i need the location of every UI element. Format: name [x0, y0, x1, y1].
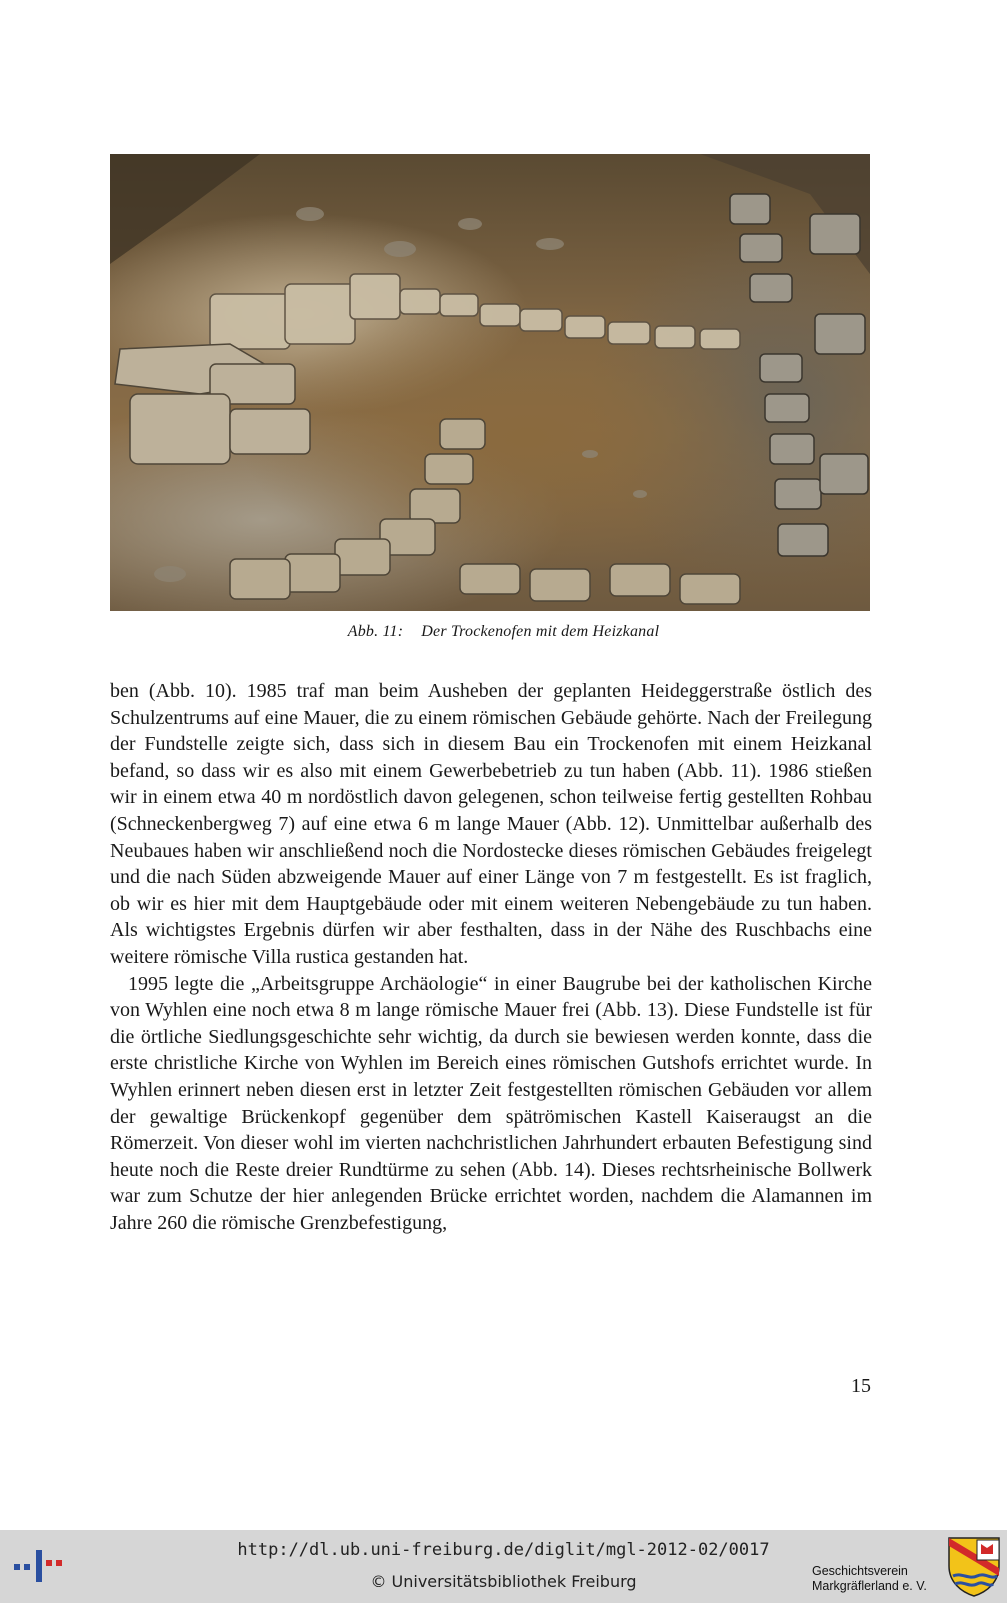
caption-text: Der Trockenofen mit dem Heizkanal: [421, 623, 660, 640]
footer-url[interactable]: http://dl.ub.uni-freiburg.de/diglit/mgl-2012-02/0017: [237, 1540, 770, 1560]
caption-label: Abb. 11:: [347, 623, 404, 640]
paragraph-1: ben (Abb. 10). 1985 traf man beim Ausheben der geplanten Heideggerstraße östlich des Schulzentrums auf eine Mauer, die zu einem römischen Gebäude gehörte. Nach der Freilegung der Fundstelle zeigte sich, dass sich in diesem Bau ein Trockenofen mit einem Heizkanal befand, so dass wir es also mit einem Gewerbebetrieb zu tun haben (Abb. 11). 1986 stießen wir in einem etwa 40 m nordöstlich davon gelegenen, schon teilweise fertig gestellten Rohbau (Schneckenbergweg 7) auf eine etwa 6 m lange Mauer (Abb. 12). Unmittelbar außerhalb des Neubaues haben wir anschließend noch die Nordostecke dieses römischen Gebäudes freigelegt und die nach Süden abzweigende Mauer auf einer Länge von 7 m festgestellt. Es ist fraglich, ob wir es hier mit dem Hauptgebäude oder mit einem weiteren Nebengebäude zu tun haben. Als wichtigstes Ergebnis dürfen wir aber festhalten, dass in der Nähe des Ruschbachs eine weitere römische Villa rustica gestanden hat.: [110, 680, 872, 968]
org-line-2: Markgräflerland e. V.: [812, 1579, 927, 1593]
page-number: 15: [851, 1375, 871, 1397]
paragraph-2: 1995 legte die „Arbeitsgruppe Archäologie“ in einer Baugrube bei der katholischen Kirche von Wyhlen eine noch etwa 8 m lange römische Mauer frei (Abb. 13). Diese Fundstelle ist für die örtliche Siedlungsgeschichte sehr wichtig, da durch sie bewiesen werden konnte, dass die erste christliche Kirche von Wyhlen im Bereich eines römischen Gutshofs errichtet wurde. In Wyhlen erinnert neben diesen erst in letzter Zeit festgestellten römischen Gebäuden vor allem der gewaltige Brückenkopf gegenüber dem spätrömischen Kastell Kaiseraugst an die Römerzeit. Von dieser wohl im vierten nachchristlichen Jahrhundert erbauten Befestigung sind heute noch die Reste dreier Rundtürme zu sehen (Abb. 14). Dieses rechtsrheinische Bollwerk war zum Schutze der hier anlegenden Brücke errichtet worden, nachdem die Alamannen im Jahre 260 die römische Grenzbefestigung,: [110, 972, 872, 1234]
footer-copyright: © Universitätsbibliothek Freiburg: [370, 1572, 637, 1591]
footer-bar: [0, 1530, 1007, 1603]
coat-of-arms-icon: [947, 1536, 1001, 1603]
footer-org-name: [812, 1564, 927, 1594]
photo-illustration: [110, 154, 870, 611]
org-line-1: Geschichtsverein: [812, 1564, 908, 1578]
figure-caption: [0, 623, 1007, 641]
body-text: [110, 678, 872, 1236]
excavation-photo: [110, 154, 870, 611]
